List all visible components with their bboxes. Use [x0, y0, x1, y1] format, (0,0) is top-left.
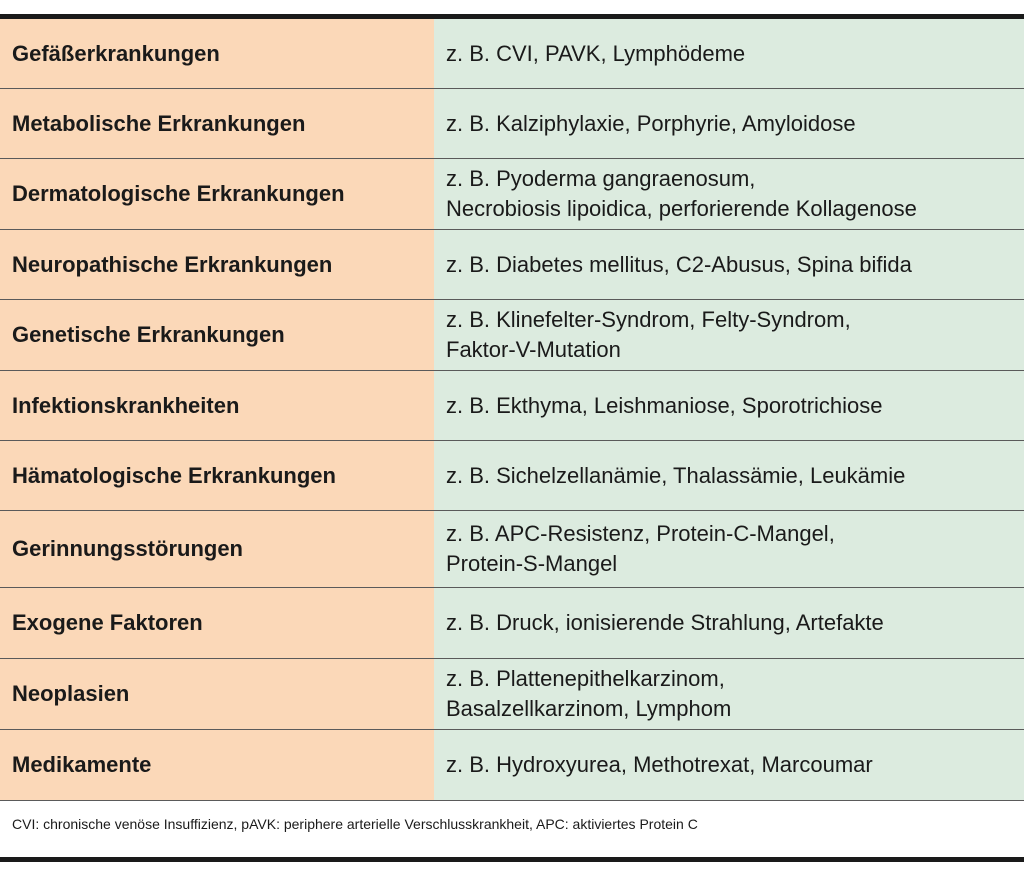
table-row	[0, 19, 1024, 89]
examples-line: z. B. Ekthyma, Leishmaniose, Sporotrichiose	[446, 392, 883, 418]
category-cell: Hämatologische Erkrankungen	[0, 441, 434, 511]
table-row	[0, 511, 1024, 588]
examples-line: z. B. Plattenepithelkarzinom,	[446, 666, 725, 691]
category-cell: Gerinnungsstörungen	[0, 511, 434, 588]
examples-cell	[434, 300, 1024, 371]
examples-line: z. B. Sichelzellanämie, Thalassämie, Leukämie	[446, 462, 906, 488]
category-cell: Metabolische Erkrankungen	[0, 89, 434, 159]
category-cell: Infektionskrankheiten	[0, 371, 434, 441]
bottom-rule	[0, 857, 1024, 862]
table-row	[0, 300, 1024, 371]
examples-line: z. B. Pyoderma gangraenosum,	[446, 166, 756, 191]
category-cell: Dermatologische Erkrankungen	[0, 159, 434, 230]
category-cell: Neuropathische Erkrankungen	[0, 230, 434, 300]
category-cell: Genetische Erkrankungen	[0, 300, 434, 371]
examples-cell	[434, 230, 1024, 300]
table-row	[0, 371, 1024, 441]
table-row	[0, 441, 1024, 511]
examples-line: z. B. Hydroxyurea, Methotrexat, Marcoumar	[446, 752, 873, 777]
examples-line: z. B. APC-Resistenz, Protein-C-Mangel,	[446, 521, 835, 546]
examples-cell	[434, 511, 1024, 588]
examples-line: z. B. CVI, PAVK, Lymphödeme	[446, 40, 746, 66]
category-cell: Neoplasien	[0, 659, 434, 730]
table-row	[0, 588, 1024, 659]
examples-line: z. B. Diabetes mellitus, C2-Abusus, Spina bifida	[446, 251, 912, 277]
examples-cell	[434, 588, 1024, 659]
examples-cell	[434, 371, 1024, 441]
examples-cell	[434, 659, 1024, 730]
examples-line: Basalzellkarzinom, Lymphom	[446, 696, 732, 721]
examples-line: Necrobiosis lipoidica, perforierende Kollagenose	[446, 196, 917, 221]
examples-line: z. B. Kalziphylaxie, Porphyrie, Amyloidose	[446, 110, 856, 136]
examples-cell	[434, 730, 1024, 801]
category-cell: Gefäßerkrankungen	[0, 19, 434, 89]
examples-line: z. B. Druck, ionisierende Strahlung, Artefakte	[446, 610, 884, 635]
category-cell: Medikamente	[0, 730, 434, 801]
examples-line: Protein-S-Mangel	[446, 551, 618, 576]
table-row	[0, 659, 1024, 730]
examples-cell	[434, 159, 1024, 230]
table-row	[0, 730, 1024, 801]
table-row	[0, 89, 1024, 159]
disease-table	[0, 19, 1024, 801]
category-cell: Exogene Faktoren	[0, 588, 434, 659]
table-row	[0, 159, 1024, 230]
examples-cell	[434, 441, 1024, 511]
footnote: CVI: chronische venöse Insuffizienz, pAVK: periphere arterielle Verschlusskrankheit, APC: aktiviertes Protein C	[12, 816, 698, 832]
examples-cell	[434, 19, 1024, 89]
table-row	[0, 230, 1024, 300]
examples-line: z. B. Klinefelter-Syndrom, Felty-Syndrom,	[446, 307, 851, 332]
examples-cell	[434, 89, 1024, 159]
examples-line: Faktor-V-Mutation	[446, 337, 621, 362]
